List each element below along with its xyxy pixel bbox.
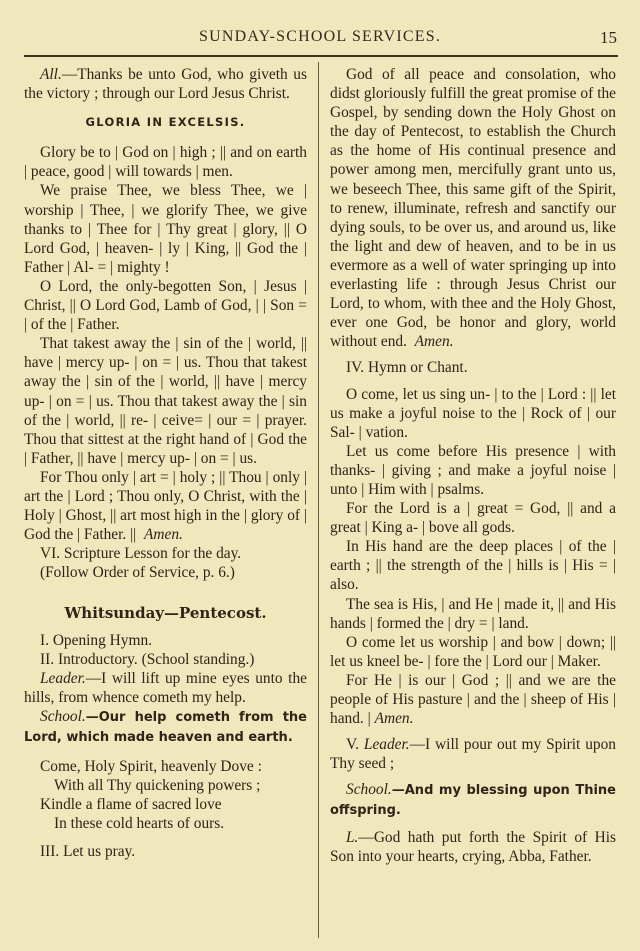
l-label: L.: [346, 828, 359, 846]
all-text: —Thanks be unto God, who giveth us the victory ; through our Lord Jesus Christ.: [24, 66, 307, 103]
chant-paragraph-2: Let us come before His presence | with thanks- | giving ; and make a joyful noise | unto | Him with | psalms.: [330, 442, 616, 498]
prayer-amen: Amen.: [414, 333, 454, 351]
gloria-paragraph-3: O Lord, the only-begotten Son, | Jesus | Christ, || O Lord God, Lamb of God, | | Son = | of the | Father.: [24, 277, 307, 334]
item-hymn-or-chant: IV. Hymn or Chant.: [346, 359, 468, 377]
item-opening-hymn: I. Opening Hymn.: [40, 631, 152, 649]
section-heading: Whitsunday—Pentecost.: [64, 604, 267, 623]
gloria-amen: Amen.: [143, 526, 183, 544]
gloria-paragraph-5: [24, 468, 307, 544]
follow-order-note: (Follow Order of Service, p. 6.): [40, 564, 235, 582]
leader-response-l: [330, 828, 616, 866]
item-leader-v: [330, 735, 616, 773]
all-response: [24, 65, 307, 103]
collect-prayer: [330, 65, 616, 351]
prayer-text: God of all peace and consolation, who didst gloriously fulfill the great promise of the Gospel, by sending down the Holy Ghost on the day of Pentecost, to establish the Church as the home of His continual presence and power among men, mercifully grant unto us, we beseech Thee, this same gift of the Spirit, to renew, illuminate, refresh and sanctify our dying souls, to be over us, and around us, like the light and dew of heaven, and to be in us evermore as a well of water springing up into everlasting life : through Jesus Christ our Lord, to whom, with thee and the Holy Ghost, ever one God, be honor and glory, world without end.: [330, 66, 616, 351]
school-text: —Our help cometh from the Lord, which made heaven and earth.: [24, 709, 307, 745]
chant-paragraph-4: In His hand are the deep places | of the | earth ; || the strength of the | hills is | His = | also.: [330, 538, 616, 594]
gloria-paragraph-4: That takest away the | sin of the | world, || have | mercy up- | on = | us. Thou that takest away the | sin of the | world, || have | mercy up- | on = | us. Thou that takest away the | sin of the | world, || re- | ceive= | our = | prayer. Thou that sittest at the right hand of | God the | Father, || have | mercy up- | on = | us.: [24, 335, 307, 467]
school-response-2: [330, 780, 616, 820]
chant-paragraph-5: The sea is His, | and He | made it, || and His hands | formed the | dry = | land.: [330, 595, 616, 632]
leader-versicle: [24, 669, 307, 707]
item-let-us-pray: III. Let us pray.: [40, 843, 136, 861]
hymn-line: Come, Holy Spirit, heavenly Dove :: [40, 758, 262, 776]
hymn-line: Kindle a flame of sacred love: [40, 796, 222, 814]
item5-text: —I will pour out my Spirit upon Thy seed ;: [330, 736, 616, 773]
hymn-verse: [24, 757, 307, 833]
column-divider: [318, 62, 319, 938]
leader-text: —I will lift up mine eyes unto the hills, from whence cometh my help.: [24, 669, 307, 706]
running-header-title: SUNDAY-SCHOOL SERVICES.: [198, 28, 442, 45]
gloria-paragraph-2: We praise Thee, we bless Thee, we | worship | Thee, | we glorify Thee, we give thanks to | Thee for | Thy great | glory, || O Lord God, | heaven- | ly | King, || God the | Father | Al- = | mighty !: [24, 182, 307, 276]
hymn-line: With all Thy quickening powers ;: [54, 777, 261, 795]
chant-paragraph-3: For the Lord is a | great = God, || and a great | King a- | bove all gods.: [330, 500, 616, 537]
school-response: [24, 707, 307, 747]
all-label: All.: [40, 66, 62, 83]
chant-paragraph-7: [330, 671, 616, 728]
school2-text: —And my blessing upon Thine offspring.: [330, 783, 616, 819]
item5-prefix: V.: [346, 736, 359, 754]
scripture-lesson: VI. Scripture Lesson for the day.: [40, 545, 242, 563]
chant-amen: Amen.: [374, 710, 414, 728]
leader-label: Leader.: [40, 669, 86, 687]
gloria-heading: GLORIA IN EXCELSIS.: [85, 115, 246, 130]
chant-p7-text: For He | is our | God ; || and we are the people of His pasture | and the | sheep of His | hand. |: [330, 671, 616, 728]
header-rule: [24, 55, 618, 57]
item5-leader-label: Leader.: [363, 736, 410, 754]
item-introductory: II. Introductory. (School standing.): [40, 650, 255, 668]
gloria-p5-text: For Thou only | art = | holy ; || Thou | only | art the | Lord ; Thou only, O Christ, with the | Holy | Ghost, || art most high in the | glory of | God the | Father. ||: [24, 468, 307, 544]
school-label: School.: [40, 707, 86, 725]
chant-paragraph-1: O come, let us sing un- | to the | Lord : || let us make a joyful noise to the | Rock of | our Sal- | vation.: [330, 385, 616, 441]
gloria-paragraph-1: Glory be to | God on | high ; || and on earth | peace, good | will towards | men.: [24, 144, 307, 181]
hymn-line: In these cold hearts of ours.: [54, 815, 225, 833]
left-column: [24, 65, 307, 862]
school2-label: School.: [346, 781, 392, 799]
page-number: 15: [600, 28, 617, 47]
l-text: —God hath put forth the Spirit of His Son into your hearts, crying, Abba, Father.: [330, 828, 616, 865]
chant-paragraph-6: O come let us worship | and bow | down; || let us kneel be- | fore the | Lord our | Maker.: [330, 633, 616, 670]
right-column: [330, 65, 616, 866]
